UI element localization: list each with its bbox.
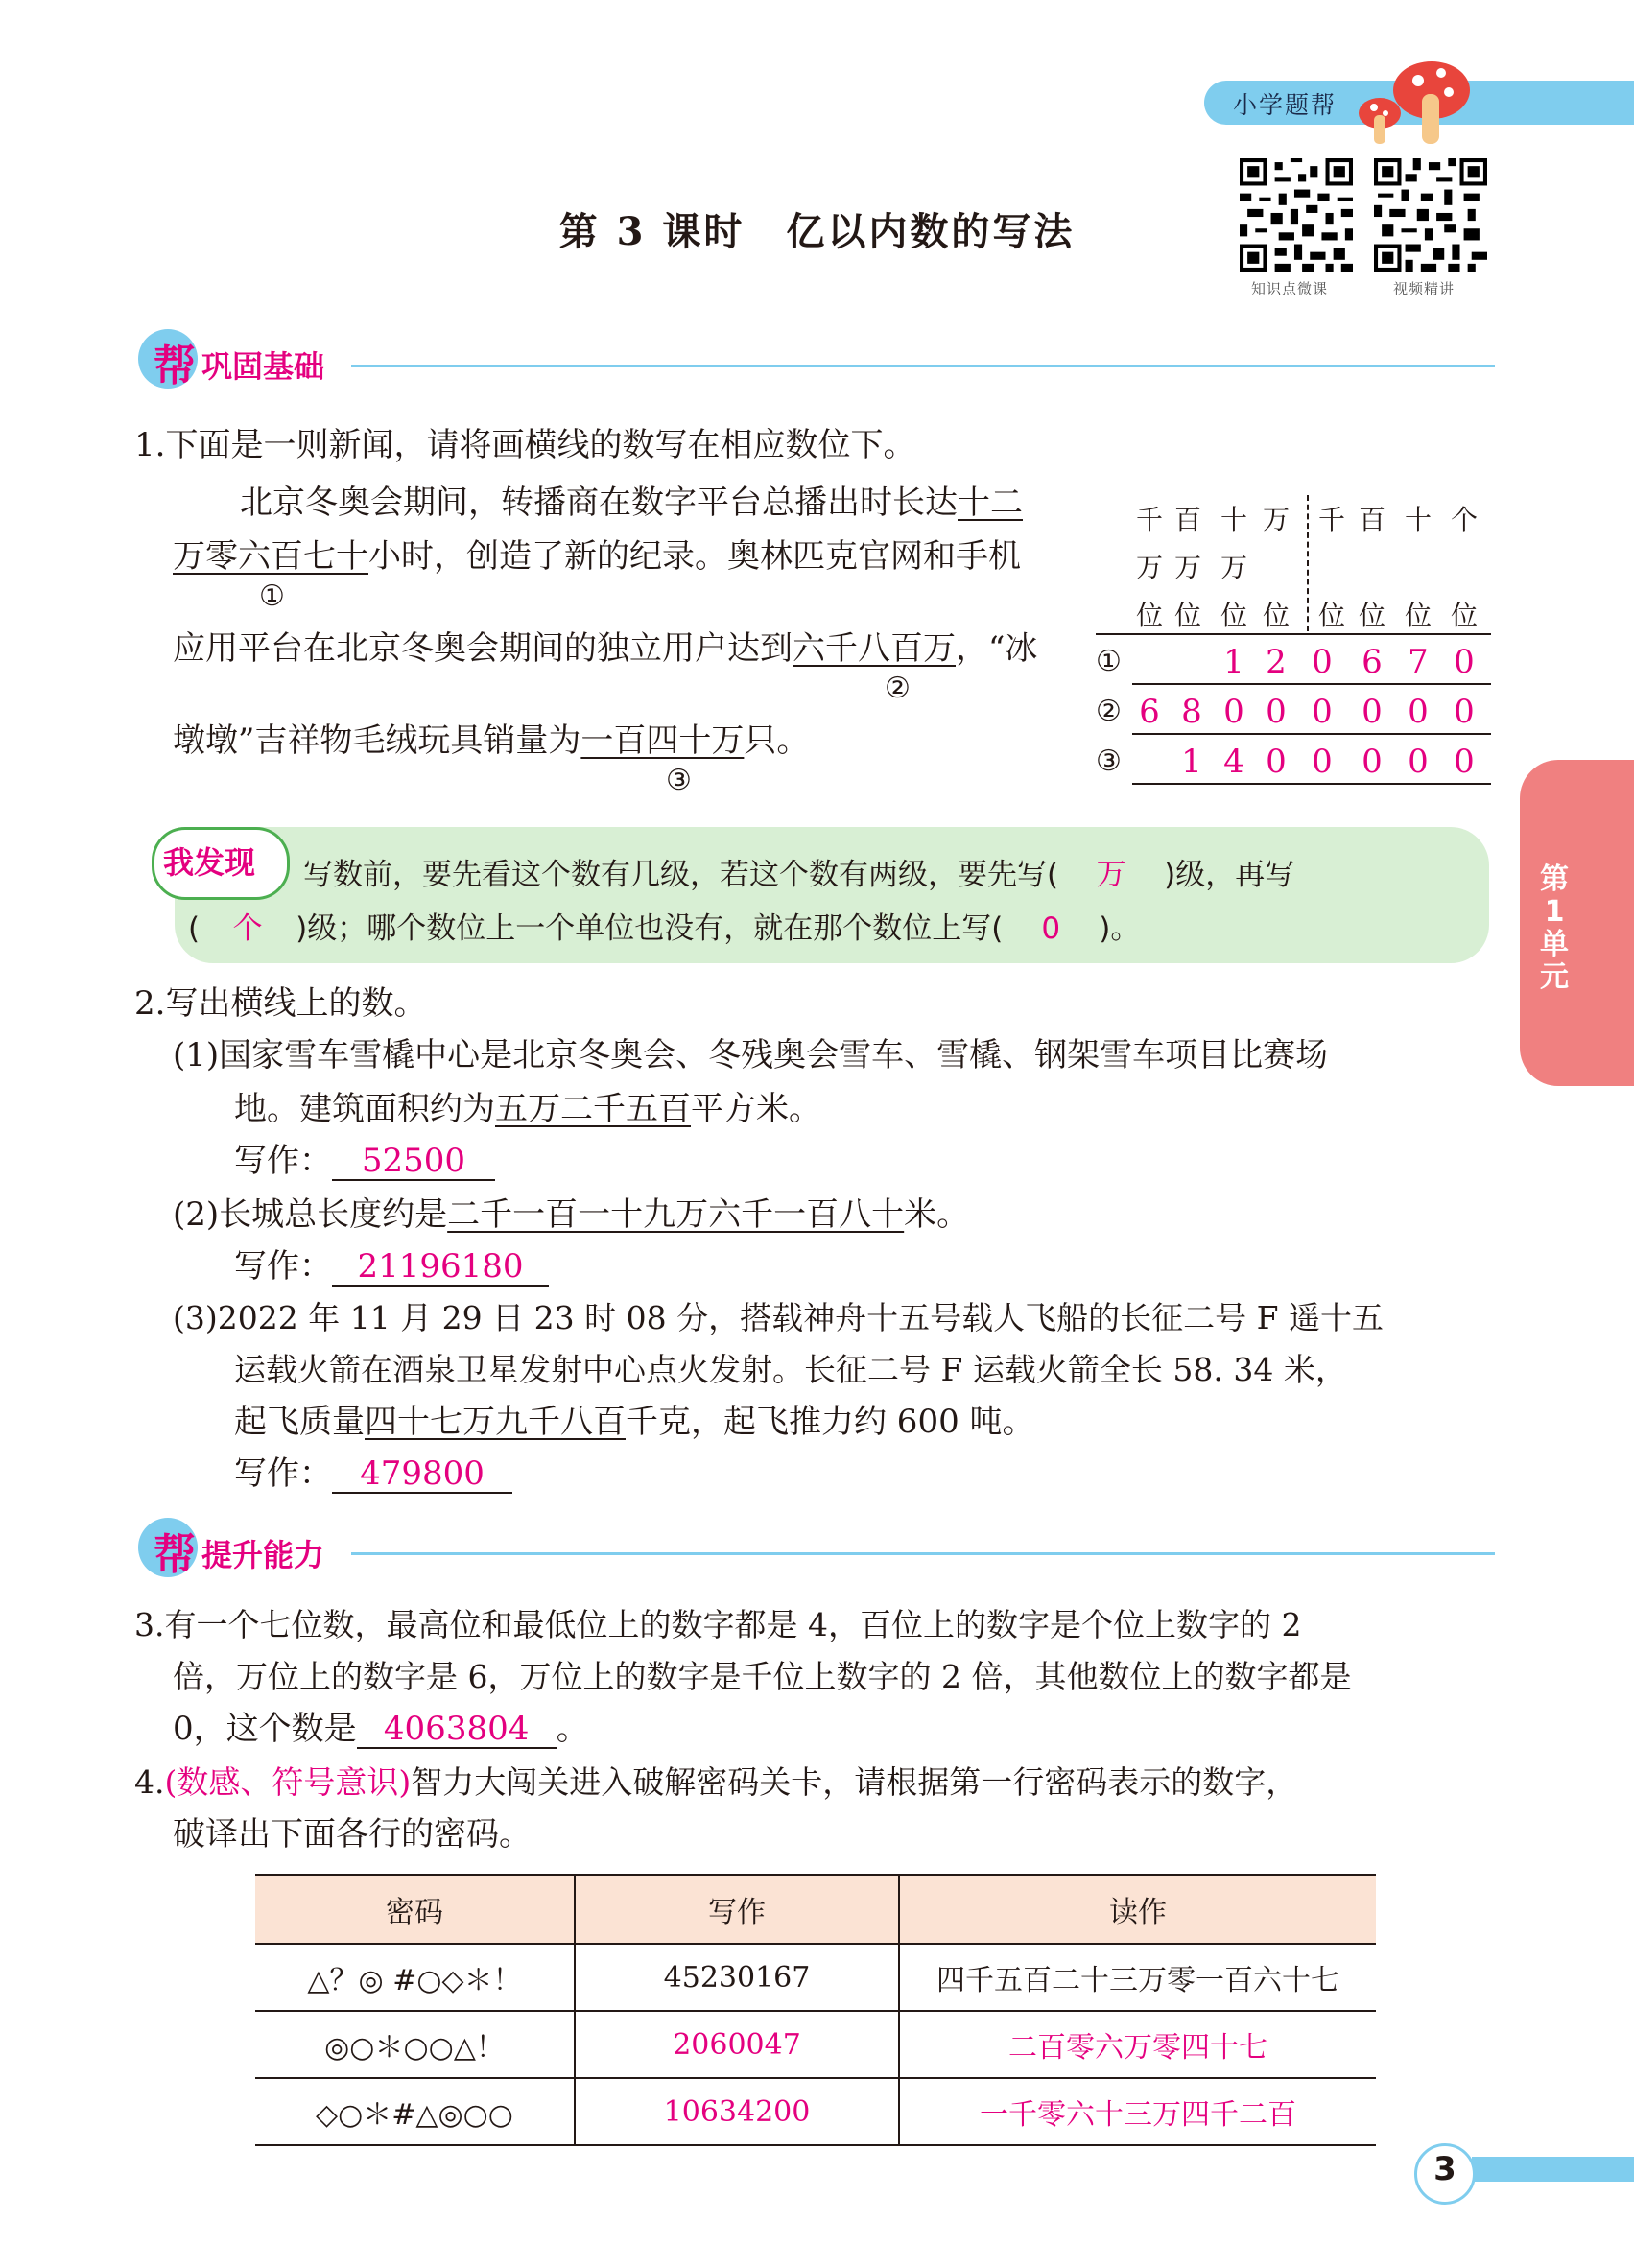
- pv-digit: 0: [1454, 743, 1475, 781]
- pv-digit: 0: [1362, 743, 1383, 781]
- lesson-title: 第 3 课时 亿以内数的写法: [558, 209, 1076, 254]
- pv-digit: 0: [1312, 693, 1333, 731]
- page-number: 3: [1433, 2150, 1456, 2188]
- pv-row-line: [1132, 733, 1491, 735]
- q2-p2-answer-row: 写作： 21196180: [234, 1247, 549, 1287]
- q1-news-line4: 墩墩”吉祥物毛绒玩具销量为一百四十万只。: [173, 721, 810, 760]
- pv-digit: 1: [1181, 743, 1202, 781]
- pv-digit: 0: [1266, 743, 1287, 781]
- table-row: [255, 2011, 1376, 2078]
- pv-head-top: 万: [1262, 504, 1290, 535]
- pv-digit: 0: [1408, 743, 1429, 781]
- section-divider: [351, 1552, 1495, 1555]
- q2-p3-answer-row: 写作： 479800: [234, 1454, 512, 1494]
- q2-p1-line2: 地。建筑面积约为五万二千五百平方米。: [234, 1090, 821, 1128]
- q1-news-line2: 万零六百七十小时，创造了新的纪录。奥林匹克官网和手机: [173, 537, 1021, 576]
- write-cell: 45230167: [575, 1944, 899, 2011]
- q2-p1-answer-row: 写作： 52500: [234, 1142, 495, 1181]
- q2-p1-answer[interactable]: 52500: [332, 1143, 495, 1181]
- pv-digit: 2: [1266, 643, 1287, 681]
- q2-prompt: 2.写出横线上的数。: [134, 984, 427, 1023]
- q2-p2-line1: (2)长城总长度约是二千一百一十九万六千一百八十米。: [173, 1195, 970, 1234]
- pv-row-line: [1132, 783, 1491, 785]
- q2-p1-line1: (1)国家雪车雪橇中心是北京冬奥会、冬残奥会雪车、雪橇、钢架雪车项目比赛场: [173, 1036, 1329, 1075]
- pv-digit: 1: [1223, 643, 1244, 681]
- pv-digit: 0: [1408, 693, 1429, 731]
- read-answer-cell[interactable]: 一千零六十三万四千二百: [899, 2078, 1376, 2145]
- pv-row-mark: ③: [1096, 744, 1122, 778]
- read-answer-cell[interactable]: 二百零六万零四十七: [899, 2011, 1376, 2078]
- pv-digit: 6: [1139, 693, 1160, 731]
- page-number-bar: [1472, 2157, 1634, 2182]
- pv-head-mid: 万: [1135, 552, 1163, 583]
- pv-digit: 0: [1362, 693, 1383, 731]
- pv-head-bot: 位: [1220, 600, 1247, 631]
- pv-head-top: 十: [1220, 504, 1247, 535]
- section-title-advance: 提升能力: [201, 1537, 325, 1573]
- pv-digit: 7: [1408, 643, 1429, 681]
- q1-mark-2: ②: [885, 672, 911, 705]
- pv-head-top: 个: [1450, 504, 1478, 535]
- pv-digit: 6: [1362, 643, 1383, 681]
- q3-answer[interactable]: 4063804: [357, 1711, 557, 1749]
- pv-digit: 0: [1312, 743, 1333, 781]
- cipher-table: [255, 1874, 1376, 2146]
- q4-line2: 破译出下面各行的密码。: [173, 1815, 532, 1854]
- qr-label-micro-lesson: 知识点微课: [1251, 280, 1329, 297]
- q3-line2: 倍，万位上的数字是 6，万位上的数字是千位上数字的 2 倍，其他数位上的数字都是: [173, 1658, 1352, 1695]
- pv-row-mark: ①: [1096, 645, 1122, 678]
- read-cell: 四千五百二十三万零一百六十七: [899, 1944, 1376, 2011]
- table-header-row: [255, 1875, 1376, 1944]
- table-row: [255, 1944, 1376, 2011]
- table-header-read: 读作: [899, 1875, 1376, 1944]
- pv-head-mid: 万: [1220, 552, 1247, 583]
- pv-header-line: [1096, 633, 1491, 635]
- pv-head-top: 千: [1317, 504, 1345, 535]
- pv-head-top: 千: [1135, 504, 1163, 535]
- level-divider: [1307, 495, 1309, 631]
- pv-digit: 0: [1454, 693, 1475, 731]
- pv-row-mark: ②: [1096, 695, 1122, 728]
- pv-head-bot: 位: [1135, 600, 1163, 631]
- table-row: [255, 2078, 1376, 2145]
- brand-name: 小学题帮: [1233, 91, 1338, 119]
- pv-head-top: 百: [1173, 504, 1201, 535]
- q3-line1: 3.有一个七位数，最高位和最低位上的数字都是 4，百位上的数字是个位上数字的 2: [134, 1606, 1302, 1643]
- pv-head-bot: 位: [1317, 600, 1345, 631]
- pv-head-top: 十: [1404, 504, 1432, 535]
- q2-p3-line3: 起飞质量四十七万九千八百千克，起飞推力约 600 吨。: [234, 1403, 1035, 1441]
- discovery-badge-label: 我发现: [163, 844, 256, 881]
- table-header-write: 写作: [575, 1875, 899, 1944]
- code-cell: ◎○＊○○△！: [255, 2011, 575, 2078]
- pv-digit: 0: [1223, 693, 1244, 731]
- q1-news-line3: 应用平台在北京冬奥会期间的独立用户达到六千八百万，“冰: [173, 629, 1038, 668]
- q2-p3-line2: 运载火箭在酒泉卫星发射中心点火发射。长征二号 F 运载火箭全长 58. 34 米，: [234, 1351, 1347, 1388]
- section-title-basics: 巩固基础: [201, 348, 325, 385]
- code-cell: △？◎ #○◇＊！: [255, 1944, 575, 2011]
- q3-line3: 0，这个数是 4063804 。: [173, 1710, 589, 1748]
- pv-head-bot: 位: [1358, 600, 1385, 631]
- section-badge-glyph: 帮: [154, 342, 196, 390]
- q1-prompt: 1.下面是一则新闻，请将画横线的数写在相应数位下。: [134, 426, 916, 464]
- q1-mark-1: ①: [259, 579, 285, 613]
- q2-p3-line1: (3)2022 年 11 月 29 日 23 时 08 分，搭载神舟十五号载人飞船的长征二号 F 遥十五: [173, 1299, 1384, 1336]
- code-cell: ◇○＊#△◎○○: [255, 2078, 575, 2145]
- table-header-code: 密码: [255, 1875, 575, 1944]
- q2-p3-answer[interactable]: 479800: [332, 1455, 512, 1494]
- unit-side-tab-label: 第1单元: [1540, 862, 1569, 994]
- pv-row-line: [1132, 683, 1491, 685]
- mushroom-icon: [1353, 56, 1478, 152]
- q2-p2-answer[interactable]: 21196180: [332, 1248, 549, 1287]
- section-divider: [351, 365, 1495, 367]
- q4-line1: 4.(数感、符号意识)智力大闯关进入破解密码关卡，请根据第一行密码表示的数字，: [134, 1763, 1298, 1801]
- qr-label-video: 视频精讲: [1393, 280, 1456, 297]
- pv-digit: 0: [1266, 693, 1287, 731]
- q1-mark-3: ③: [666, 764, 692, 797]
- write-answer-cell[interactable]: 2060047: [575, 2011, 899, 2078]
- section-badge-glyph: 帮: [154, 1530, 196, 1579]
- pv-digit: 0: [1454, 643, 1475, 681]
- pv-digit: 8: [1181, 693, 1202, 731]
- discovery-line2: ( 个 )级；哪个数位上一个单位也没有，就在那个数位上写( 0 )。: [188, 911, 1141, 946]
- pv-head-mid: 万: [1173, 552, 1201, 583]
- pv-head-bot: 位: [1450, 600, 1478, 631]
- pv-head-bot: 位: [1404, 600, 1432, 631]
- pv-head-top: 百: [1358, 504, 1385, 535]
- discovery-line1: 写数前，要先看这个数有几级，若这个数有两级，要先写( 万 )级，再写: [303, 858, 1295, 892]
- pv-head-bot: 位: [1262, 600, 1290, 631]
- write-answer-cell[interactable]: 10634200: [575, 2078, 899, 2145]
- q1-news-line1: 北京冬奥会期间，转播商在数字平台总播出时长达十二: [240, 484, 1023, 522]
- pv-digit: 4: [1223, 743, 1244, 781]
- pv-digit: 0: [1312, 643, 1333, 681]
- pv-head-bot: 位: [1173, 600, 1201, 631]
